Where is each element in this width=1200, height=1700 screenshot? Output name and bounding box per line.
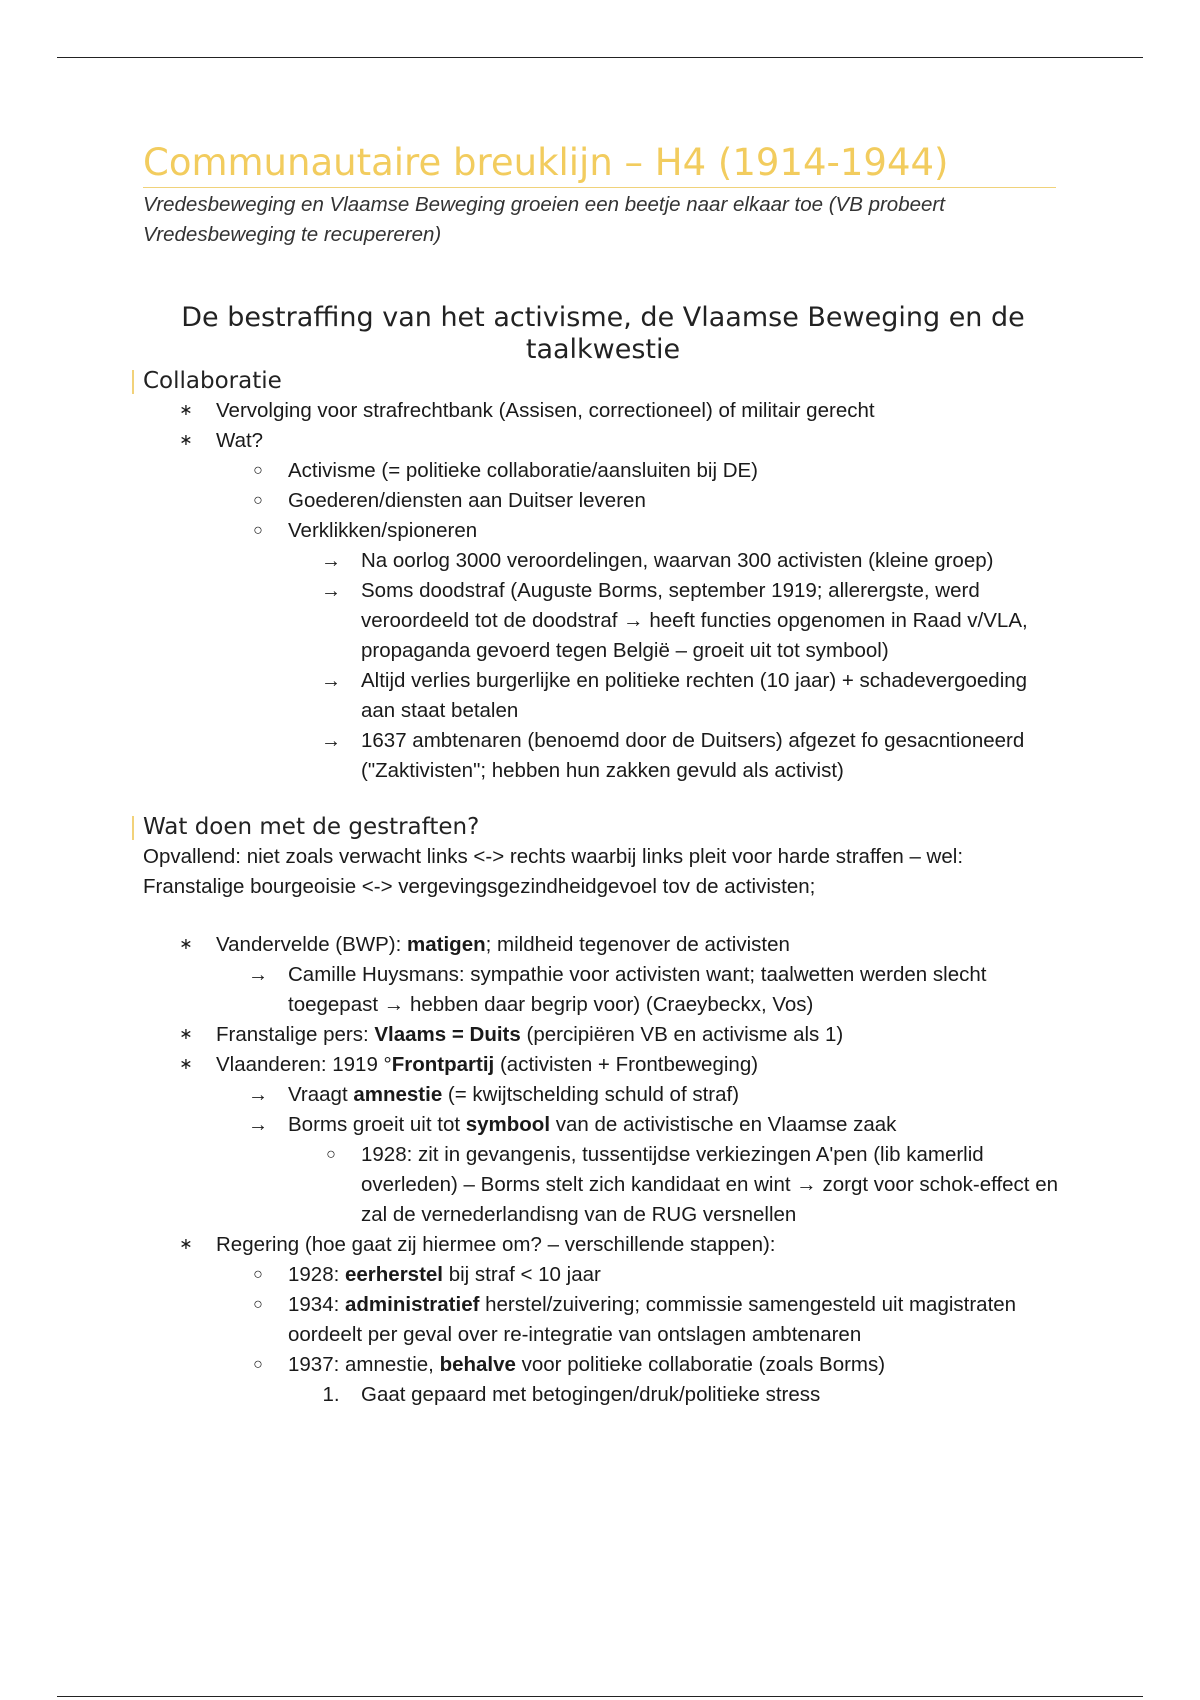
gestraften-heading: Wat doen met de gestraften? xyxy=(143,812,1063,842)
list-item: ○ Activisme (= politieke collaboratie/aansluiten bij DE) xyxy=(143,456,1063,486)
collaboratie-heading: Collaboratie xyxy=(143,366,1063,396)
list-item: → Altijd verlies burgerlijke en politieke rechten (10 jaar) + schadevergoeding aan staat betalen xyxy=(143,666,1063,726)
list-item: → Camille Huysmans: sympathie voor activisten want; taalwetten werden slecht toegepast → hebben daar begrip voor) (Craeybeckx, Vos) xyxy=(143,960,1063,1020)
arrow-right-icon: → xyxy=(248,964,268,986)
list-item: ○ 1928: eerherstel bij straf < 10 jaar xyxy=(143,1260,1063,1290)
bullet-star-icon: ∗ xyxy=(179,432,193,449)
bullet-star-icon: ∗ xyxy=(179,1026,193,1043)
bullet-star-icon: ∗ xyxy=(179,936,193,953)
inline-arrow-icon: → xyxy=(383,993,405,1016)
list-item: ○ 1928: zit in gevangenis, tussentijdse verkiezingen A'pen (lib kamerlid overleden) – Borms stelt zich kandidaat en wint → zorgt voor schok-effect en zal de vernederlandisng van de RUG versnellen xyxy=(143,1140,1063,1230)
list-item: ○ Goederen/diensten aan Duitser leveren xyxy=(143,486,1063,516)
intro-paragraph: Opvallend: niet zoals verwacht links <-> rechts waarbij links pleit voor harde straffen – wel: Franstalige bourgeoisie <-> vergevingsgezindheidgevoel tov de activisten; xyxy=(143,845,964,898)
list-item: → Borms groeit uit tot symbool van de activistische en Vlaamse zaak xyxy=(143,1110,1063,1140)
document-body xyxy=(143,138,1063,1410)
arrow-right-icon: → xyxy=(248,1084,268,1106)
list-item: ∗ Vervolging voor strafrechtbank (Assisen, correctioneel) of militair gerecht xyxy=(143,396,1063,426)
list-item: ○ 1937: amnestie, behalve voor politieke collaboratie (zoals Borms) xyxy=(143,1350,1063,1380)
bullet-circle-icon: ○ xyxy=(253,462,263,479)
section-heading: De bestraffing van het activisme, de Vlaamse Beweging en de taalkwestie xyxy=(181,302,1025,365)
page-bottom-rule xyxy=(57,1696,1143,1697)
list-item: ∗ Wat? xyxy=(143,426,1063,456)
bullet-circle-icon: ○ xyxy=(253,522,263,539)
bullet-star-icon: ∗ xyxy=(179,1236,193,1253)
page-top-rule xyxy=(57,57,1143,58)
list-item: → Na oorlog 3000 veroordelingen, waarvan 300 activisten (kleine groep) xyxy=(143,546,1063,576)
list-item: ∗ Franstalige pers: Vlaams = Duits (percipiëren VB en activisme als 1) xyxy=(143,1020,1063,1050)
page-title: Communautaire breuklijn – H4 (1914-1944) xyxy=(143,144,1056,188)
inline-arrow-icon: → xyxy=(796,1173,817,1196)
arrow-right-icon: → xyxy=(321,730,341,752)
inline-arrow-icon: → xyxy=(623,609,644,632)
list-item: → 1637 ambtenaren (benoemd door de Duitsers) afgezet fo gesacntioneerd ("Zaktivisten"; hebben hun zakken gevuld als activist) xyxy=(143,726,1063,786)
bullet-star-icon: ∗ xyxy=(179,402,193,419)
list-item: ○ Verklikken/spioneren xyxy=(143,516,1063,546)
arrow-right-icon: → xyxy=(321,580,341,602)
list-item: ∗ Regering (hoe gaat zij hiermee om? – verschillende stappen): xyxy=(143,1230,1063,1260)
list-item: ∗ Vandervelde (BWP): matigen; mildheid tegenover de activisten xyxy=(143,930,1063,960)
bullet-circle-icon: ○ xyxy=(253,1356,263,1373)
bullet-star-icon: ∗ xyxy=(179,1056,193,1073)
arrow-right-icon: → xyxy=(321,550,341,572)
bullet-circle-icon: ○ xyxy=(253,1266,263,1283)
list-item: 1. Gaat gepaard met betogingen/druk/politieke stress xyxy=(143,1380,1063,1410)
bullet-circle-icon: ○ xyxy=(253,492,263,509)
arrow-right-icon: → xyxy=(248,1114,268,1136)
list-item: → Vraagt amnestie (= kwijtschelding schuld of straf) xyxy=(143,1080,1063,1110)
list-item: → Soms doodstraf (Auguste Borms, september 1919; allerergste, werd veroordeeld tot de doodstraf → heeft functies opgenomen in Raad v/VLA, propaganda gevoerd tegen België – groeit uit tot symbool) xyxy=(143,576,1063,666)
list-item: ∗ Vlaanderen: 1919 °Frontpartij (activisten + Frontbeweging) xyxy=(143,1050,1063,1080)
list-item: ○ 1934: administratief herstel/zuivering; commissie samengesteld uit magistraten oordeelt per geval over re-integratie van ontslagen ambtenaren xyxy=(143,1290,1063,1350)
numbered-marker: 1. xyxy=(322,1383,340,1406)
bullet-circle-icon: ○ xyxy=(326,1146,336,1163)
arrow-right-icon: → xyxy=(321,670,341,692)
subtitle: Vredesbeweging en Vlaamse Beweging groeien een beetje naar elkaar toe (VB probeert Vredesbeweging te recupereren) xyxy=(143,193,945,246)
bullet-circle-icon: ○ xyxy=(253,1296,263,1313)
